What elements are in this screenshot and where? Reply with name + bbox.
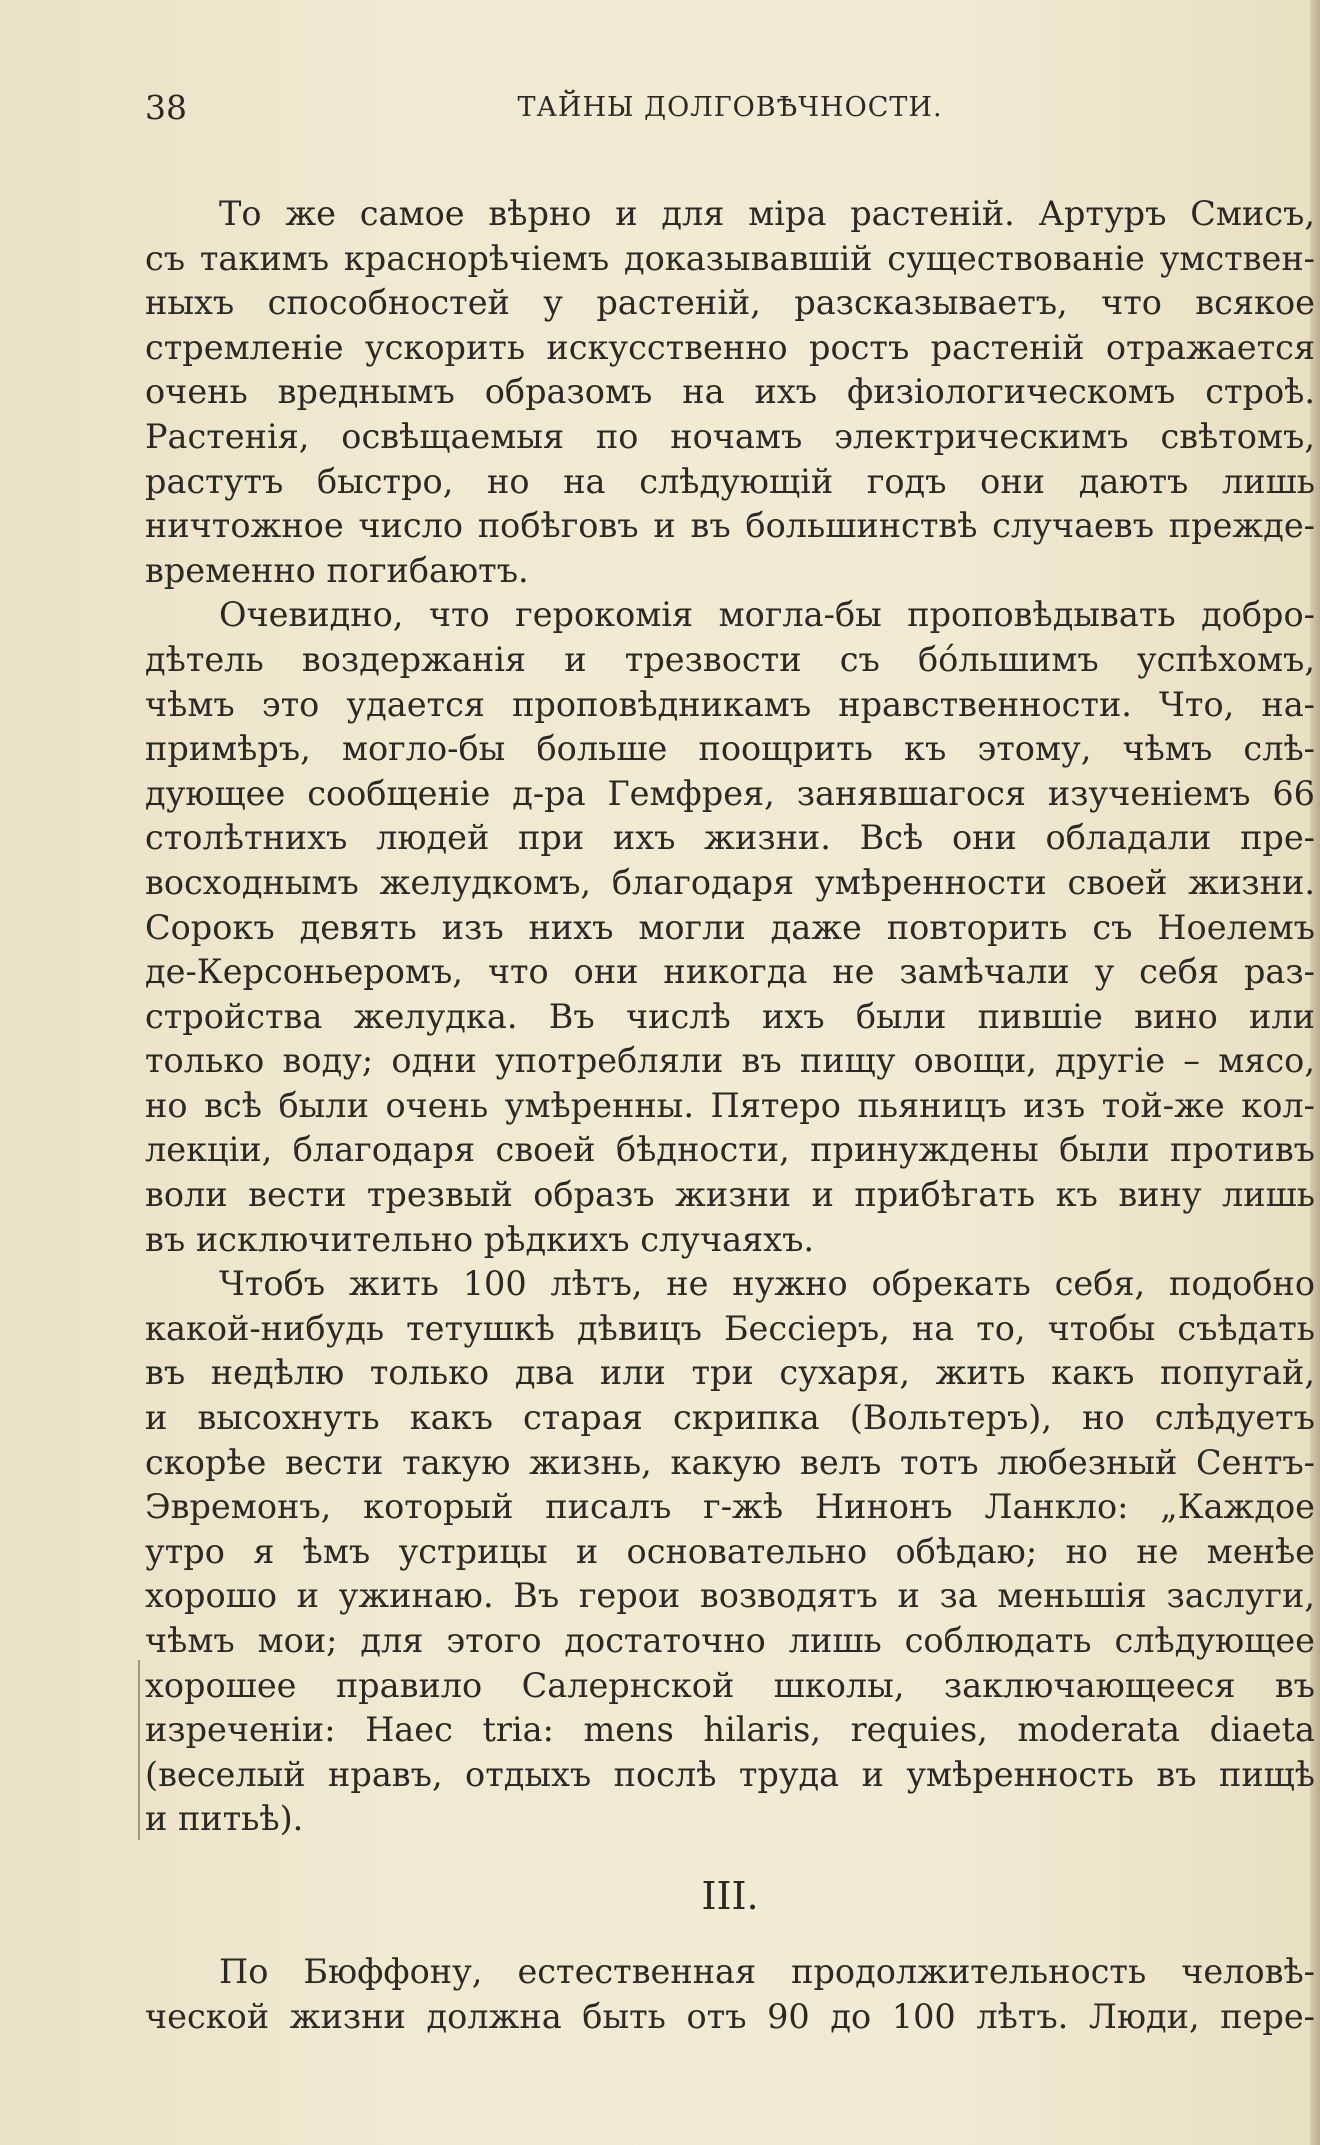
text-line: только воду; одни употребляли въ пищу овощи, другіе – мясо, xyxy=(145,1041,1315,1081)
margin-mark xyxy=(138,1660,143,1840)
text-line: ческой жизни должна быть отъ 90 до 100 лѣтъ. Люди, пере- xyxy=(145,1996,1315,2036)
text-line: съ такимъ краснорѣчіемъ доказывавшій существованіе умствен- xyxy=(145,238,1315,278)
section-heading: III. xyxy=(701,1873,759,1918)
text-line: восходнымъ желудкомъ, благодаря умѣренности своей жизни. xyxy=(145,862,1315,902)
text-line: хорошее правило Салернской школы, заключающееся въ xyxy=(145,1665,1315,1705)
running-title: ТАЙНЫ ДОЛГОВѢЧНОСТИ. xyxy=(517,92,943,123)
text-line: ничтожное число побѣговъ и въ большинствѣ случаевъ прежде- xyxy=(145,506,1315,546)
text-line: но всѣ были очень умѣренны. Пятеро пьяницъ изъ той-же кол- xyxy=(145,1085,1315,1125)
text-line: временно погибаютъ. xyxy=(145,550,529,590)
text-line: очень вреднымъ образомъ на ихъ физіологическомъ строѣ. xyxy=(145,372,1315,412)
text-line: воли вести трезвый образъ жизни и прибѣгать къ вину лишь xyxy=(145,1175,1315,1215)
text-line: То же самое вѣрно и для міра растеній. Артуръ Смисъ, xyxy=(219,194,1315,233)
text-line: дѣтель воздержанія и трезвости съ бо́льшимъ успѣхомъ, xyxy=(145,639,1315,679)
text-line: какой-нибудь тетушкѣ дѣвицъ Бессіеръ, на то, чтобы съѣдать xyxy=(145,1308,1315,1348)
text-line: Очевидно, что герокомія могла-бы проповѣдывать добро- xyxy=(219,595,1315,635)
text-line: примѣръ, могло-бы больше поощрить къ этому, чѣмъ слѣ- xyxy=(145,729,1315,769)
text-line: ныхъ способностей у растеній, разсказываетъ, что всякое xyxy=(145,283,1315,323)
text-line: стремленіе ускорить искусственно ростъ растеній отражается xyxy=(145,327,1315,367)
text-line: растутъ быстро, но на слѣдующій годъ они даютъ лишь xyxy=(145,461,1315,501)
text-line: Эвремонъ, который писалъ г-жѣ Нинонъ Ланкло: „Каждое xyxy=(145,1487,1315,1527)
text-line: Растенія, освѣщаемыя по ночамъ электрическимъ свѣтомъ, xyxy=(145,416,1315,456)
text-line: изреченіи: Haec tria: mens hilaris, requies, moderata diaeta xyxy=(145,1710,1315,1750)
text-line: стройства желудка. Въ числѣ ихъ были пившіе вино или xyxy=(145,996,1315,1036)
page-number: 38 xyxy=(145,88,187,127)
text-line: Чтобъ жить 100 лѣтъ, не нужно обрекать себя, подобно xyxy=(219,1264,1315,1304)
text-line: Сорокъ девять изъ нихъ могли даже повторить съ Ноелемъ xyxy=(145,907,1315,947)
text-line: и питьѣ). xyxy=(145,1799,304,1839)
text-line: лекціи, благодаря своей бѣдности, принуждены были противъ xyxy=(145,1130,1315,1170)
text-line: де-Керсоньеромъ, что они никогда не замѣчали у себя раз- xyxy=(145,952,1315,992)
text-line: въ недѣлю только два или три сухаря, жить какъ попугай, xyxy=(145,1353,1315,1393)
text-line: въ исключительно рѣдкихъ случаяхъ. xyxy=(145,1219,815,1259)
text-line: утро я ѣмъ устрицы и основательно обѣдаю; но не менѣе xyxy=(145,1531,1315,1571)
text-line: По Бюффону, естественная продолжительность человѣ- xyxy=(219,1951,1315,1991)
text-line: дующее сообщеніе д-ра Гемфрея, занявшагося изученіемъ 66 xyxy=(145,773,1315,813)
text-line: чѣмъ это удается проповѣдникамъ нравственности. Что, на- xyxy=(145,684,1315,724)
text-line: чѣмъ мои; для этого достаточно лишь соблюдать слѣдующее xyxy=(145,1621,1315,1660)
text-line: (веселый нравъ, отдыхъ послѣ труда и умѣренность въ пищѣ xyxy=(145,1754,1315,1794)
page-header xyxy=(145,88,1315,138)
text-line: скорѣе вести такую жизнь, какую велъ тотъ любезный Сентъ- xyxy=(145,1442,1315,1482)
text-line: и высохнуть какъ старая скрипка (Вольтеръ), но слѣдуетъ xyxy=(145,1398,1315,1438)
body-text xyxy=(145,192,1315,2039)
text-line: хорошо и ужинаю. Въ герои возводятъ и за меньшія заслуги, xyxy=(145,1576,1315,1616)
text-line: столѣтнихъ людей при ихъ жизни. Всѣ они обладали пре- xyxy=(145,818,1315,858)
